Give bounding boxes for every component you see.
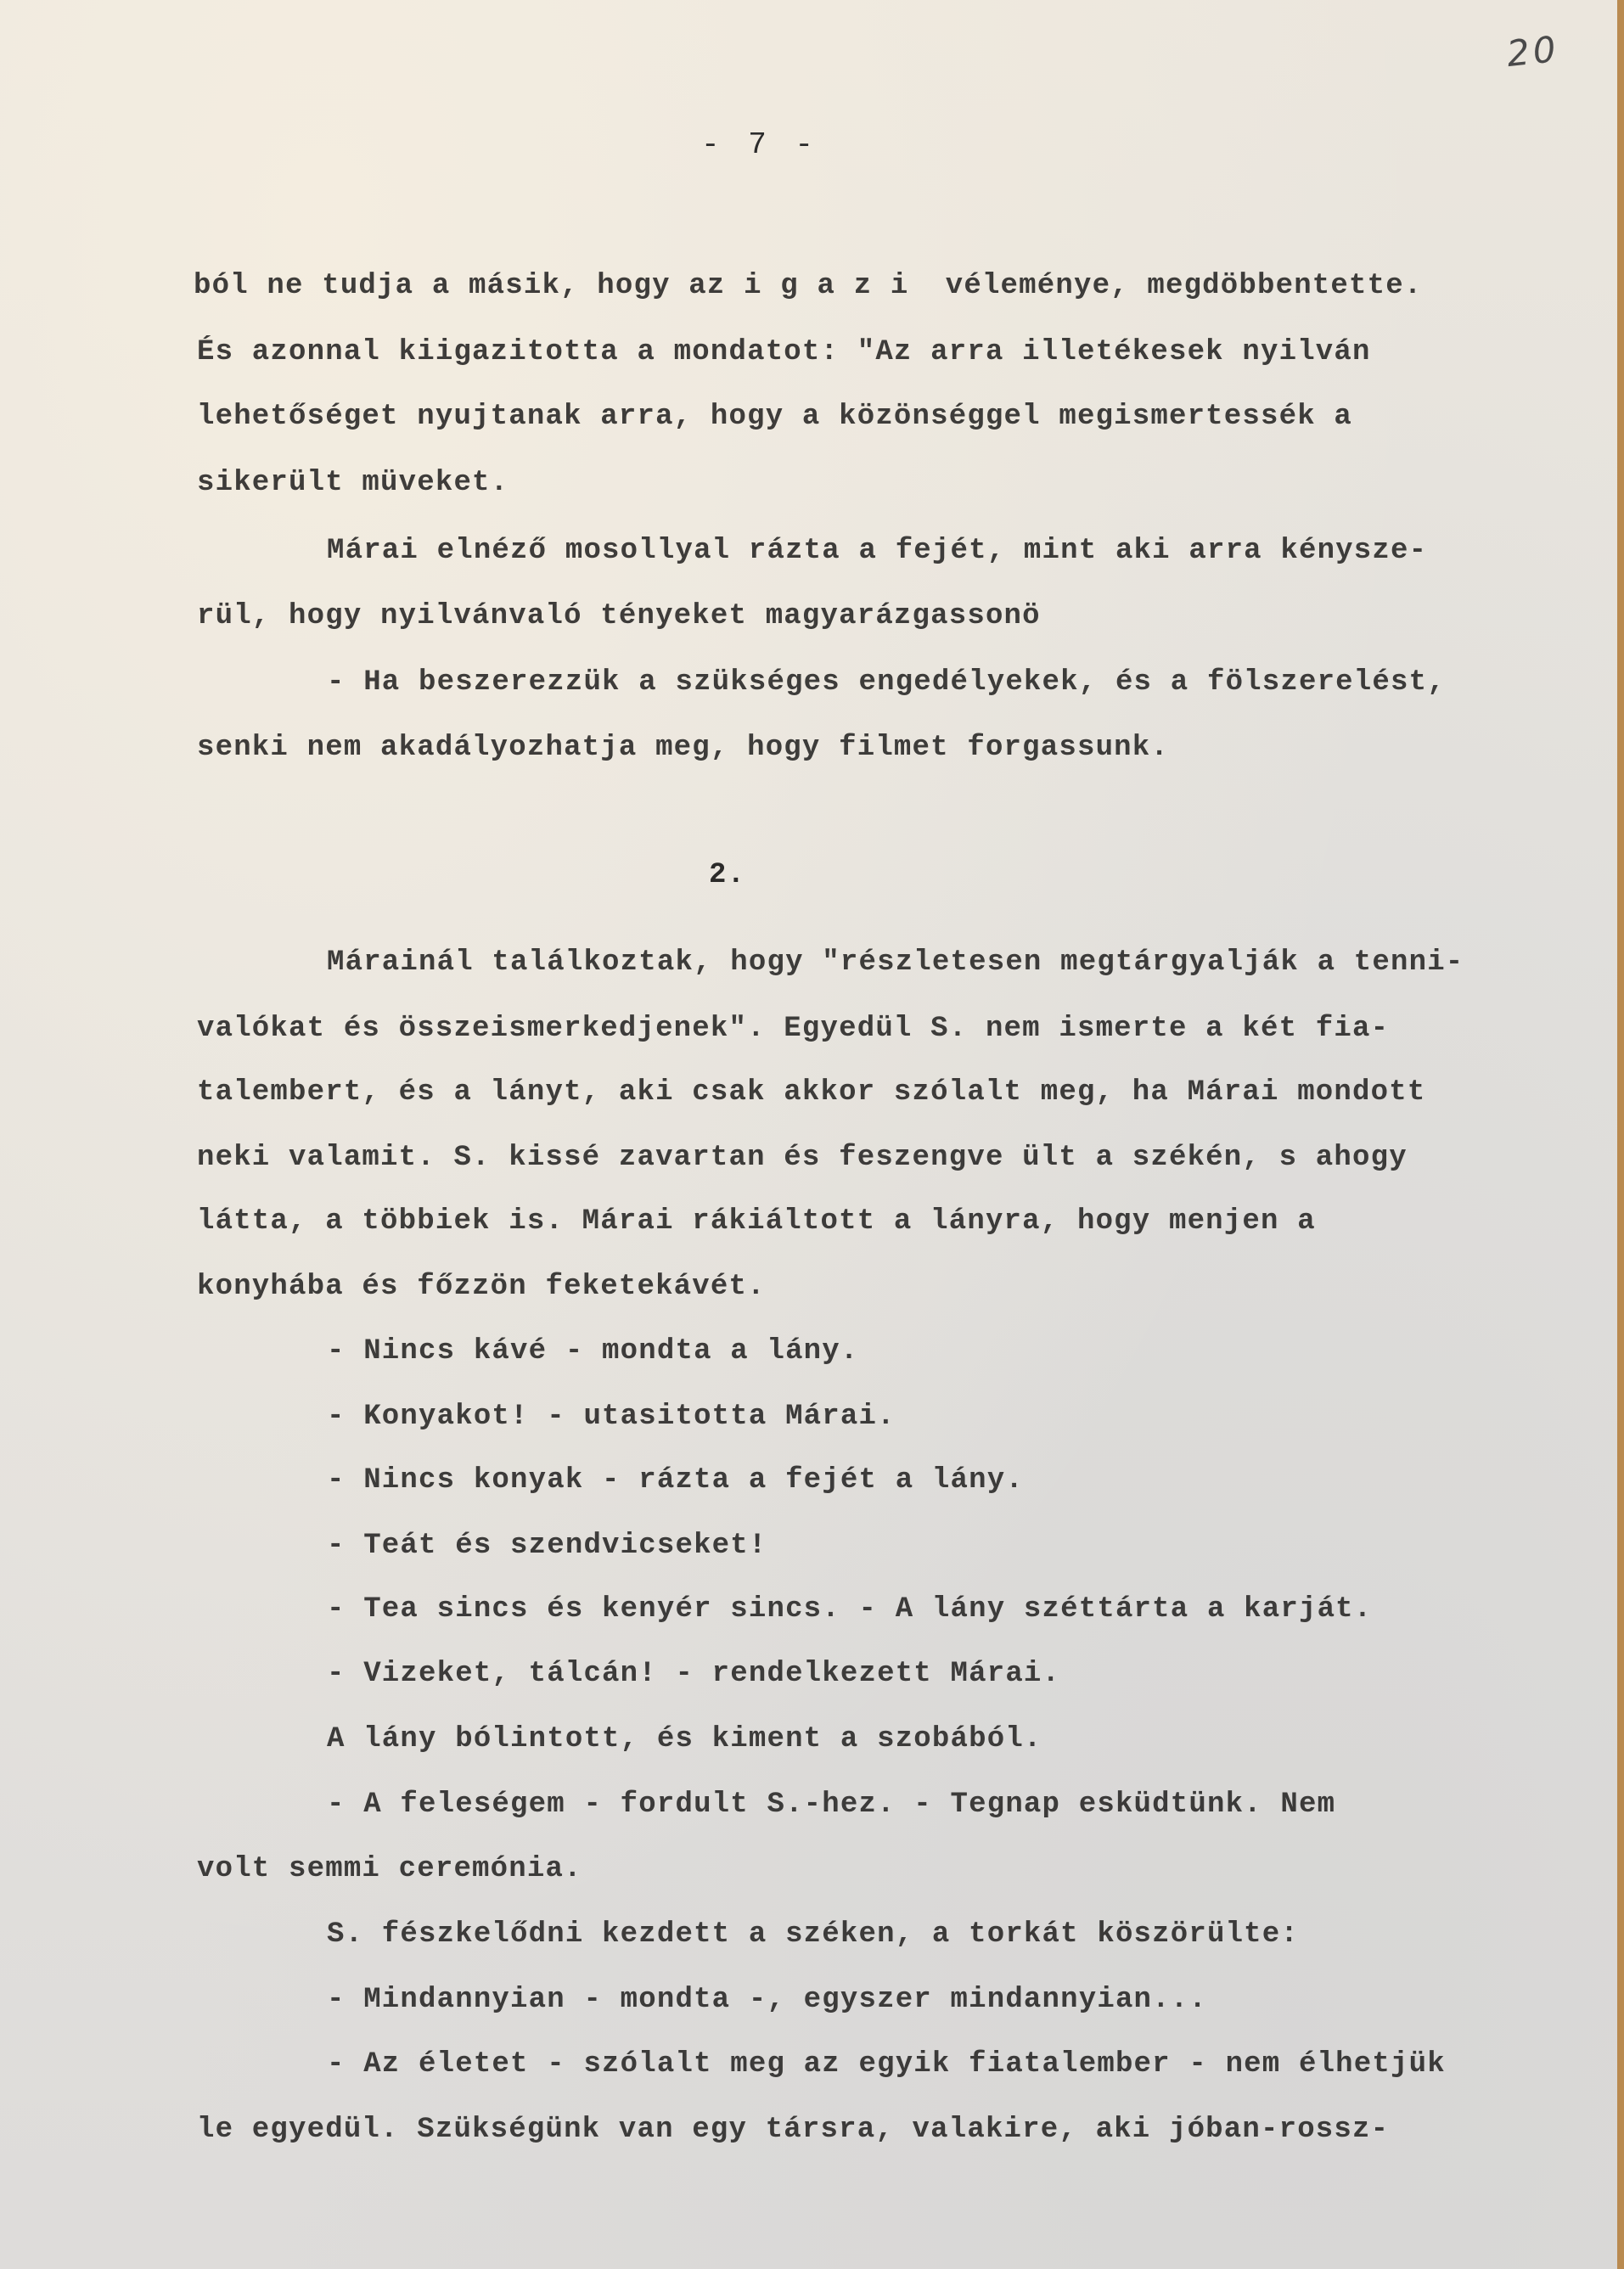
- text-line: neki valamit. S. kissé zavartan és feszengve ült a székén, s ahogy: [197, 1142, 1408, 1174]
- text-line: - A feleségem - fordult S.-hez. - Tegnap esküdtünk. Nem: [327, 1789, 1336, 1821]
- text-line: Márai elnéző mosollyal rázta a fejét, mint aki arra kénysze-: [327, 535, 1428, 567]
- text-line: S. fészkelődni kezdett a széken, a torkát köszörülte:: [327, 1918, 1299, 1951]
- text-line: konyhába és főzzön feketekávét.: [197, 1271, 766, 1303]
- section-number: 2.: [709, 859, 746, 891]
- text-line: Márainál találkoztak, hogy "részletesen megtárgyalják a tenni-: [327, 946, 1464, 979]
- text-line: le egyedül. Szükségünk van egy társra, valakire, aki jóban-rossz-: [197, 2114, 1390, 2146]
- text-line: volt semmi ceremónia.: [197, 1853, 582, 1885]
- text-line: valókat és összeismerkedjenek". Egyedül S. nem ismerte a két fia-: [197, 1013, 1390, 1045]
- text-line: - Tea sincs és kenyér sincs. - A lány széttárta a karját.: [327, 1593, 1373, 1626]
- text-line: - Nincs konyak - rázta a fejét a lány.: [327, 1464, 1024, 1497]
- text-line: látta, a többiek is. Márai rákiáltott a lányra, hogy menjen a: [197, 1205, 1316, 1238]
- text-line: ból ne tudja a másik, hogy az i g a z i véleménye, megdöbbentette.: [194, 270, 1423, 302]
- text-line: - Konyakot! - utasitotta Márai.: [327, 1401, 896, 1433]
- text-line: sikerült müveket.: [197, 467, 509, 499]
- text-line: - Teát és szendvicseket!: [327, 1530, 767, 1562]
- text-line: A lány bólintott, és kiment a szobából.: [327, 1723, 1042, 1755]
- page-number: - 7 -: [700, 127, 819, 162]
- text-line: És azonnal kiigazitotta a mondatot: "Az arra illetékesek nyilván: [197, 336, 1371, 368]
- text-line: talembert, és a lányt, aki csak akkor szólalt meg, ha Márai mondott: [197, 1076, 1426, 1109]
- text-line: - Mindannyian - mondta -, egyszer mindannyian...: [327, 1984, 1207, 2016]
- text-line: - Ha beszerezzük a szükséges engedélyekek, és a fölszerelést,: [327, 666, 1446, 699]
- text-line: - Vizeket, tálcán! - rendelkezett Márai.: [327, 1658, 1061, 1690]
- text-line: rül, hogy nyilvánvaló tényeket magyarázgassonö: [197, 600, 1041, 632]
- text-line: - Az életet - szólalt meg az egyik fiatalember - nem élhetjük: [327, 2048, 1446, 2081]
- text-line: - Nincs kávé - mondta a lány.: [327, 1335, 859, 1368]
- handwritten-folio-number: 20: [1504, 27, 1561, 76]
- text-line: lehetőséget nyujtanak arra, hogy a közönséggel megismertessék a: [197, 401, 1353, 433]
- text-line: senki nem akadályozhatja meg, hogy filmet forgassunk.: [197, 732, 1169, 764]
